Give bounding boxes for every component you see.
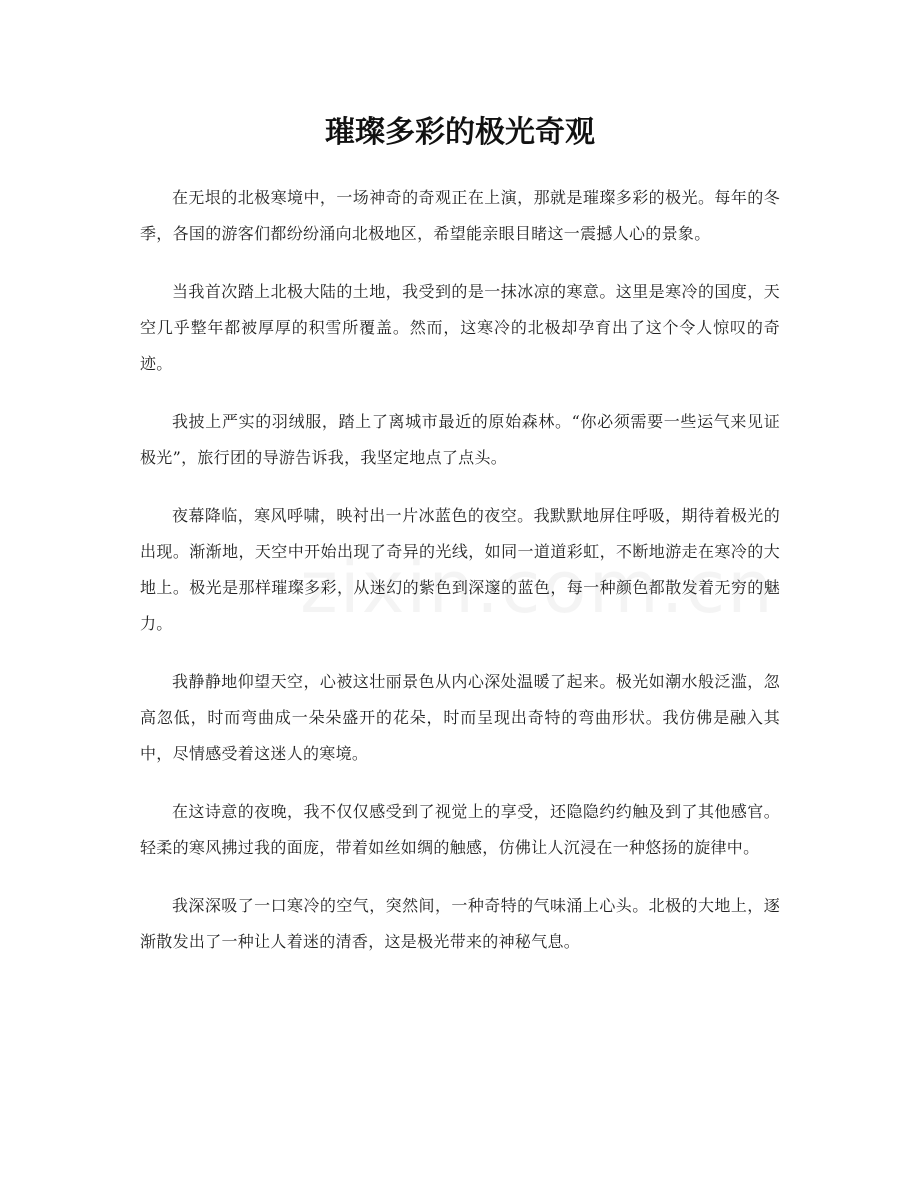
paragraph: 我披上严实的羽绒服，踏上了离城市最近的原始森林。“你必须需要一些运气来见证极光”，旅行团的导游告诉我，我坚定地点了点头。 <box>140 412 780 467</box>
paragraph: 当我首次踏上北极大陆的土地，我受到的是一抹冰凉的寒意。这里是寒冷的国度，天空几乎整年都被厚厚的积雪所覆盖。然而，这寒冷的北极却孕育出了这个令人惊叹的奇迹。 <box>140 282 780 373</box>
paragraph: 我静静地仰望天空，心被这壮丽景色从内心深处温暖了起来。极光如潮水般泛滥，忽高忽低，时而弯曲成一朵朵盛开的花朵，时而呈现出奇特的弯曲形状。我仿佛是融入其中，尽情感受着这迷人的寒境。 <box>140 672 780 763</box>
paragraph: 我深深吸了一口寒冷的空气，突然间，一种奇特的气味涌上心头。北极的大地上，逐渐散发出了一种让人着迷的清香，这是极光带来的神秘气息。 <box>140 896 780 951</box>
document-body <box>140 180 780 982</box>
paragraph: 在无垠的北极寒境中，一场神奇的奇观正在上演，那就是璀璨多彩的极光。每年的冬季，各国的游客们都纷纷涌向北极地区，希望能亲眼目睹这一震撼人心的景象。 <box>140 188 780 243</box>
document-title: 璀璨多彩的极光奇观 <box>325 115 595 150</box>
paragraph: 夜幕降临，寒风呼啸，映衬出一片冰蓝色的夜空。我默默地屏住呼吸，期待着极光的出现。渐渐地，天空中开始出现了奇异的光线，如同一道道彩虹，不断地游走在寒冷的大地上。极光是那样璀璨多彩，从迷幻的紫色到深邃的蓝色，每一种颜色都散发着无穷的魅力。 <box>140 506 780 633</box>
paragraph: 在这诗意的夜晚，我不仅仅感受到了视觉上的享受，还隐隐约约触及到了其他感官。轻柔的寒风拂过我的面庞，带着如丝如绸的触感，仿佛让人沉浸在一种悠扬的旋律中。 <box>140 802 780 857</box>
